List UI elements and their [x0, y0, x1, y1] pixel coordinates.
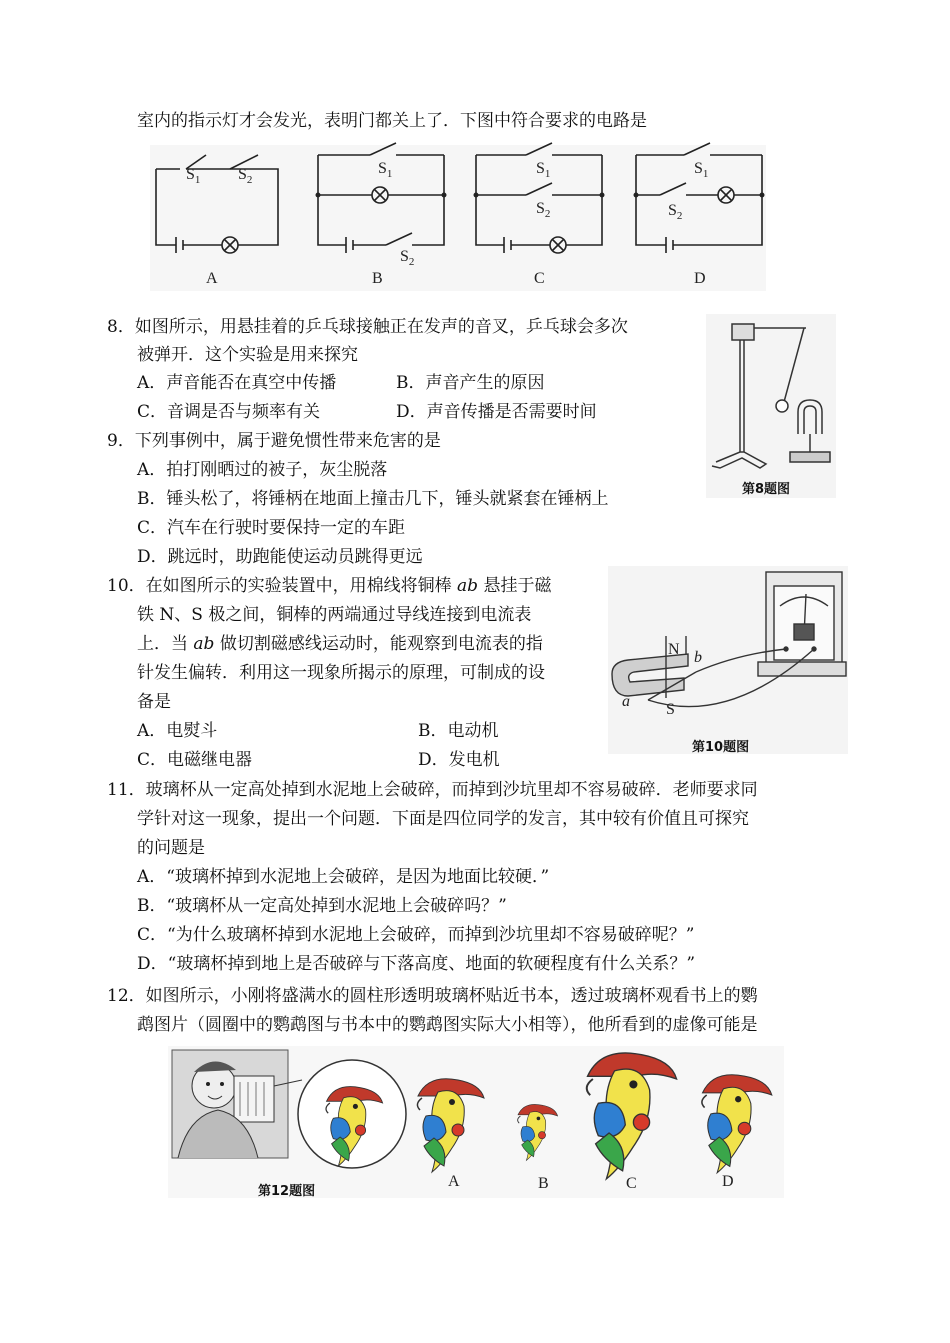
svg-text:S1: $S_1$: [694, 160, 709, 180]
q8-stem-line1: 8．如图所示，用悬挂着的乒乓球接触正在发声的音叉，乒乓球会多次: [107, 317, 628, 337]
q11-stem-line1: 11．玻璃杯从一定高处掉到水泥地上会破碎，而掉到沙坑里却不容易破碎．老师要求同: [107, 780, 758, 800]
q10-stem-line5: 备是: [137, 692, 171, 712]
q11-stem-line2: 学针对这一现象，提出一个问题．下面是四位同学的发言，其中较有价值且可探究: [137, 809, 749, 829]
circuit-label-b: B: [372, 270, 383, 287]
q7-stem-tail: 室内的指示灯才会发光，表明门都关上了．下图中符合要求的电路是: [137, 111, 647, 131]
svg-text:S1: $S_1$: [378, 160, 393, 180]
circuit-label-c: C: [534, 270, 545, 287]
q9-option-a[interactable]: A．拍打刚晒过的被子，灰尘脱落: [137, 460, 388, 480]
q9-option-c[interactable]: C．汽车在行驶时要保持一定的车距: [137, 518, 406, 538]
q10-option-a[interactable]: A．电熨斗: [137, 721, 218, 741]
svg-text:S2: $S_2$: [536, 200, 551, 220]
q10-caption: 第10题图: [692, 740, 750, 755]
parrot-option-b: B: [538, 1175, 549, 1192]
q10-option-c[interactable]: C．电磁继电器: [137, 750, 253, 770]
q8-caption: 第8题图: [742, 482, 791, 497]
q8-option-b[interactable]: B．声音产生的原因: [396, 373, 545, 393]
svg-text:S2: $S_2$: [668, 202, 683, 222]
q10-stem-line3: 上．当 ab 做切割磁感线运动时，能观察到电流表的指: [137, 634, 543, 654]
q8-option-a[interactable]: A．声音能否在真空中传播: [137, 373, 337, 393]
parrot-figure: [168, 1046, 784, 1198]
rod-end-a-label: a: [622, 693, 630, 710]
q10-stem-line1: 10．在如图所示的实验装置中，用棉线将铜棒 ab 悬挂于磁: [107, 576, 552, 596]
svg-text:S2: $S_2$: [400, 248, 415, 268]
svg-text:S2: $S_2$: [238, 166, 253, 186]
q12-stem-line1: 12．如图所示，小刚将盛满水的圆柱形透明玻璃杯贴近书本，透过玻璃杯观看书上的鹦: [107, 986, 758, 1006]
q7-circuit-figure: [150, 145, 766, 291]
q9-option-b[interactable]: B．锤头松了，将锤柄在地面上撞击几下，锤头就紧套在锤柄上: [137, 489, 609, 509]
rod-end-b-label: b: [694, 649, 702, 666]
parrot-option-d: D: [722, 1173, 734, 1190]
q10-option-b[interactable]: B．电动机: [418, 721, 499, 741]
tuning-fork-pendulum-figure: [706, 314, 836, 474]
q11-option-b[interactable]: B．“玻璃杯从一定高处掉到水泥地上会破碎吗？”: [137, 896, 507, 916]
q9-stem: 9．下列事例中，属于避免惯性带来危害的是: [107, 431, 441, 451]
magnet-south-label: S: [666, 701, 675, 718]
parrot-option-a: A: [448, 1173, 460, 1190]
magnet-north-label: N: [668, 641, 680, 658]
circuit-label-a: A: [206, 270, 218, 287]
q11-stem-line3: 的问题是: [137, 838, 205, 858]
q11-option-c[interactable]: C．“为什么玻璃杯掉到水泥地上会破碎，而掉到沙坑里却不容易破碎呢？”: [137, 925, 695, 945]
q10-stem-line4: 针发生偏转．利用这一现象所揭示的原理，可制成的设: [137, 663, 545, 683]
circuit-label-d: D: [694, 270, 706, 287]
q8-option-d[interactable]: D．声音传播是否需要时间: [396, 402, 597, 422]
galvanometer-magnet-figure: [608, 566, 848, 734]
q10-option-d[interactable]: D．发电机: [418, 750, 500, 770]
circuit-a: [156, 155, 278, 253]
q10-stem-line2: 铁 N、S 极之间，铜棒的两端通过导线连接到电流表: [137, 605, 532, 625]
svg-text:S1: $S_1$: [536, 160, 551, 180]
svg-text:S1: $S_1$: [186, 166, 201, 186]
q12-stem-line2: 鹉图片（圆圈中的鹦鹉图与书本中的鹦鹉图实际大小相等），他所看到的虚像可能是: [137, 1015, 758, 1035]
q9-option-d[interactable]: D．跳远时，助跑能使运动员跳得更远: [137, 547, 423, 567]
parrot-option-c: C: [626, 1175, 637, 1192]
q11-option-a[interactable]: A．“玻璃杯掉到水泥地上会破碎，是因为地面比较硬．”: [137, 867, 550, 887]
q8-stem-line2: 被弹开．这个实验是用来探究: [137, 345, 358, 365]
q8-option-c[interactable]: C．音调是否与频率有关: [137, 402, 321, 422]
q12-caption: 第12题图: [258, 1184, 316, 1199]
q11-option-d[interactable]: D．“玻璃杯掉到地上是否破碎与下落高度、地面的软硬程度有什么关系？”: [137, 954, 696, 974]
